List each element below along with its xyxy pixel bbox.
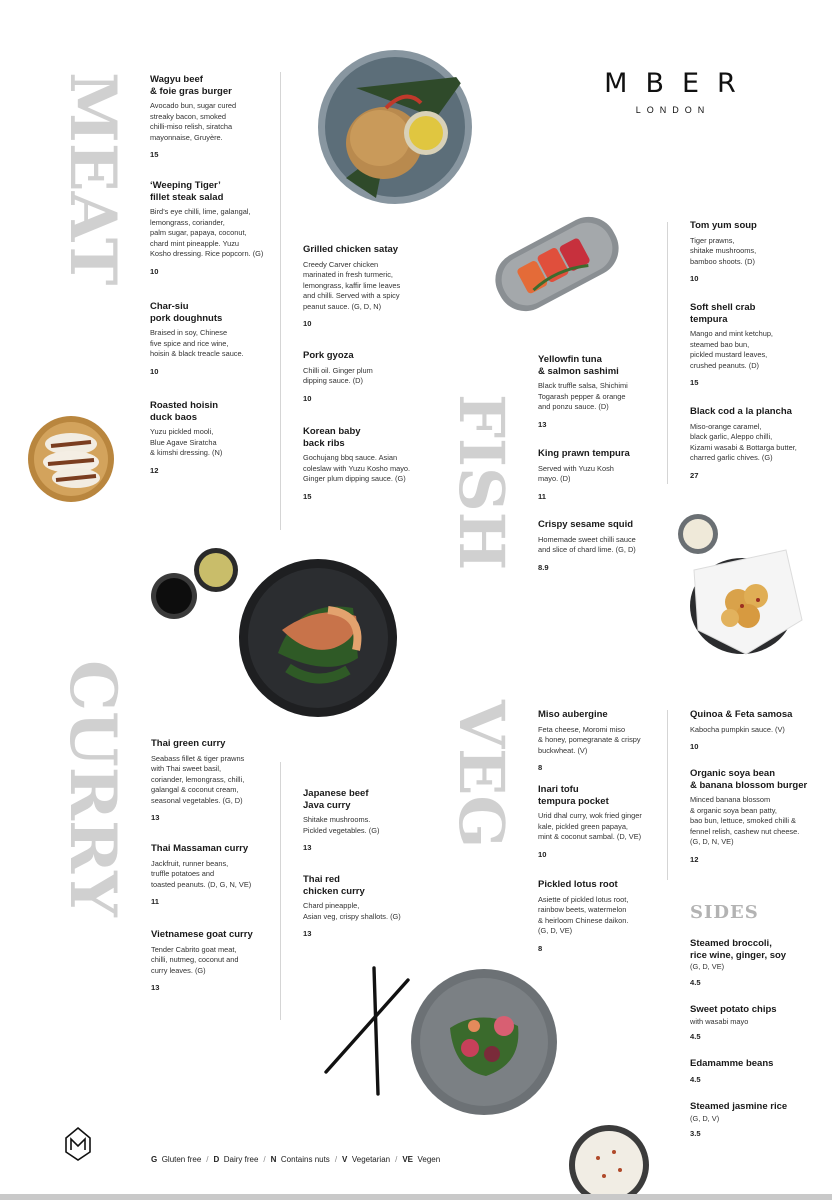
menu-item-description (690, 329, 826, 371)
menu-item-description-line: with Thai sweet basil, (151, 764, 222, 774)
menu-item-description-line: Kabocha pumpkin sauce. (V) (690, 724, 785, 734)
menu-item-name-line: & foie gras burger (150, 85, 232, 97)
menu-item-name-line: Korean baby (303, 426, 361, 437)
menu-item-description (303, 453, 433, 485)
menu-item-name-line: Java curry (303, 799, 351, 811)
menu-item-price: 15 (303, 491, 312, 501)
menu-item-description-line: marinated in fresh turmeric, (303, 270, 393, 280)
menu-item-name (151, 843, 281, 855)
menu-item-description-line: Miso-orange caramel, (690, 421, 762, 431)
menu-item (690, 768, 826, 864)
prawn-plate-photo (238, 558, 398, 718)
menu-item-name-line: ‘Weeping Tiger’ (150, 180, 221, 191)
menu-item-name (150, 74, 280, 97)
menu-item-description-line: & honey, pomegranate & crispy (538, 735, 641, 745)
menu-item-description-line: chilli-miso relish, siratcha (150, 122, 233, 132)
menu-item-name-line: Miso aubergine (538, 709, 608, 720)
lotus-salad-photo (410, 968, 558, 1116)
menu-item-description-line: (G, D, VE) (690, 962, 725, 971)
menu-item-description (690, 795, 826, 848)
brand-city: LONDON (635, 105, 711, 115)
menu-item-price: 4.5 (690, 1032, 701, 1042)
menu-item (150, 301, 280, 376)
menu-item-description (303, 260, 433, 313)
menu-item-name-line: Wagyu beef (150, 74, 203, 85)
menu-item-description (690, 422, 826, 464)
menu-item-name-line: tempura pocket (538, 795, 609, 807)
menu-item-description-line: Minced banana blossom (690, 795, 771, 804)
brand-name: MBER (604, 68, 754, 99)
menu-item-price: 10 (538, 849, 547, 859)
menu-item-description-line: Avocado bun, sugar cured (150, 101, 237, 110)
menu-item-price: 12 (690, 854, 699, 864)
menu-item-description-line: Chard pineapple, (303, 901, 360, 910)
menu-item-price: 11 (538, 491, 547, 501)
menu-item-description-line: Kizami wasabi & Bottarga butter, (690, 442, 797, 452)
legend-separator: / (263, 1155, 266, 1164)
menu-item-name-line: Steamed broccoli, (690, 938, 772, 949)
menu-item-name-line: Tom yum soup (690, 220, 757, 231)
menu-item-name (538, 879, 668, 891)
menu-item-name-line: Black cod a la plancha (690, 406, 792, 417)
menu-item-description (538, 464, 668, 485)
menu-item-description-line: streaky bacon, smoked (150, 111, 226, 121)
menu-item-description-line: Kosho dressing. Rice popcorn. (G) (150, 249, 264, 259)
menu-item-price: 10 (303, 393, 312, 403)
menu-item-description-line: bamboo shoots. (D) (690, 256, 755, 266)
menu-item-price: 4.5 (690, 1074, 701, 1084)
menu-item-description (303, 366, 433, 387)
menu-item (151, 738, 281, 822)
menu-item-price: 8 (538, 943, 543, 953)
menu-item-name-line: Inari tofu (538, 784, 579, 795)
menu-item (690, 1058, 826, 1084)
menu-item-name-line: Sweet potato chips (690, 1004, 777, 1015)
menu-item-name-line: & banana blossom burger (690, 779, 808, 791)
menu-item-name-line: tempura (690, 313, 728, 325)
menu-item-name-line: rice wine, ginger, soy (690, 949, 787, 961)
page-bottom-edge (0, 1194, 832, 1200)
menu-item-price: 12 (150, 465, 159, 475)
menu-item-name-line: Organic soya bean (690, 768, 776, 779)
menu-item (150, 180, 280, 276)
menu-item-description-line: Bird’s eye chilli, lime, galangal, (150, 207, 251, 216)
menu-item-name-line: fillet steak salad (150, 191, 224, 203)
menu-item (538, 519, 668, 572)
menu-item-description-line: fennel relish, cashew nut cheese. (690, 826, 800, 836)
menu-item-description-line: Homemade sweet chilli sauce (538, 534, 636, 544)
menu-item (690, 1101, 826, 1138)
menu-item-name (538, 354, 668, 377)
menu-item-name (538, 448, 668, 460)
menu-item-description (303, 815, 433, 836)
menu-item-name-line: Steamed jasmine rice (690, 1101, 788, 1112)
menu-item-description-line: Braised in soy, Chinese (150, 328, 228, 337)
legend-key: N (270, 1155, 277, 1164)
legend-label: Contains nuts (280, 1155, 330, 1164)
menu-item-description-line: Asian veg, crispy shallots. (G) (303, 911, 401, 921)
jasmine-rice-photo (568, 1124, 650, 1200)
menu-item-name-line: Soft shell crab (690, 302, 756, 313)
menu-item-description-line: Gochujang bbq sauce. Asian (303, 453, 398, 462)
menu-item-name (690, 1101, 826, 1113)
menu-item-description (151, 859, 281, 891)
menu-item-name (303, 350, 433, 362)
menu-item-description-line: and slice of chard lime. (G, D) (538, 545, 636, 555)
menu-item-price: 13 (538, 419, 547, 429)
menu-item-description-line: (G, D, N, VE) (690, 837, 734, 847)
menu-item-description-line: Feta cheese, Moromi miso (538, 724, 626, 734)
menu-item-name-line: chicken curry (303, 885, 365, 897)
menu-item-name (150, 400, 280, 423)
menu-item-description-line: Pickled vegetables. (G) (303, 825, 380, 835)
menu-item (150, 74, 280, 159)
menu-item-description (151, 945, 281, 977)
menu-item-price: 13 (151, 983, 160, 993)
menu-item-description (538, 725, 668, 757)
menu-item (690, 302, 826, 387)
menu-item-description-line: mayo. (D) (538, 474, 571, 484)
menu-item-name (150, 301, 280, 324)
menu-item-name (690, 1004, 826, 1016)
menu-item-description (690, 725, 826, 736)
menu-item-name-line: Japanese beef (303, 788, 369, 799)
legend-label: Vegen (417, 1155, 441, 1164)
dipping-sauces-photo (150, 546, 242, 622)
menu-item-name-line: Pickled lotus root (538, 879, 618, 890)
menu-item-description-line: buckwheat. (V) (538, 745, 588, 755)
menu-item-price: 10 (150, 366, 159, 376)
brand-monogram-icon (64, 1126, 92, 1162)
menu-item-description-line: rainbow beets, watermelon (538, 905, 627, 915)
brand-logo (560, 68, 780, 115)
menu-item-description (538, 535, 668, 556)
menu-item-description-line: with wasabi mayo (690, 1016, 749, 1026)
menu-item-description (690, 962, 826, 973)
menu-item-description-line: Served with Yuzu Kosh (538, 463, 614, 473)
menu-item-name (690, 220, 826, 232)
menu-item-description-line: palm sugar, papaya, coconut, (150, 228, 247, 238)
legend-key: G (151, 1155, 158, 1164)
legend-separator: / (395, 1155, 398, 1164)
menu-item-description (303, 901, 433, 922)
menu-item-price: 3.5 (690, 1129, 701, 1139)
menu-item-description-line: toasted peanuts. (D, G, N, VE) (151, 879, 252, 889)
menu-item-description-line: Tender Cabrito goat meat, (151, 944, 237, 954)
menu-item-name (538, 784, 668, 807)
menu-item-description-line: curry leaves. (G) (151, 965, 206, 975)
section-title-fish: FISH (445, 394, 518, 571)
dietary-legend (151, 1155, 440, 1164)
menu-item (303, 426, 433, 501)
menu-item-price: 15 (150, 150, 159, 160)
menu-item (690, 938, 826, 987)
menu-item-name (690, 406, 826, 418)
menu-item-description-line: truffle potatoes and (151, 869, 215, 879)
menu-item-description (150, 101, 280, 143)
crispy-squid-photo (676, 510, 808, 660)
section-title-veg: VEG (445, 700, 518, 849)
legend-key: V (342, 1155, 348, 1164)
menu-item (690, 709, 826, 751)
legend-label: Gluten free (161, 1155, 202, 1164)
menu-item (690, 1004, 826, 1041)
legend-separator: / (334, 1155, 338, 1164)
menu-item-description-line: hoisin & black treacle sauce. (150, 349, 244, 359)
menu-item-price: 8.9 (538, 562, 549, 572)
menu-item-price: 8 (538, 763, 543, 773)
menu-item-name (690, 938, 826, 961)
menu-item (303, 350, 433, 403)
menu-item (538, 709, 668, 772)
menu-item-description-line: & kimshi dressing. (N) (150, 448, 223, 458)
menu-item-description-line: charred garlic chives. (G) (690, 453, 773, 463)
menu-item-name (690, 768, 826, 791)
menu-item-description-line: mayonnaise, Gruyère. (150, 132, 223, 142)
menu-item-name-line: Thai Massaman curry (151, 843, 249, 854)
menu-item-name (150, 180, 280, 203)
menu-item-price: 10 (150, 266, 159, 276)
menu-item-name (303, 426, 433, 449)
menu-item-description (151, 754, 281, 807)
menu-item-description (690, 1017, 826, 1028)
menu-item-description-line: Togarash pepper & orange (538, 391, 626, 401)
menu-item (538, 354, 668, 429)
menu-item-description-line: mint & coconut sambal. (D, VE) (538, 832, 642, 842)
menu-item-description-line: Urid dhal curry, wok fried ginger (538, 811, 642, 820)
menu-item-description-line: lemongrass, coriander, (150, 217, 225, 227)
menu-item (150, 400, 280, 475)
menu-item-description-line: coleslaw with Yuzu Kosho mayo. (303, 463, 411, 473)
menu-item-price: 4.5 (690, 977, 701, 987)
menu-item-description-line: chilli, nutmeg, coconut and (151, 955, 239, 965)
menu-item-name (151, 929, 281, 941)
menu-item (303, 788, 433, 852)
menu-item-description-line: steamed bao bun, (690, 339, 750, 349)
menu-item-description-line: (G, D, V) (690, 1113, 720, 1123)
menu-item-description (538, 811, 668, 843)
menu-item-name-line: Grilled chicken satay (303, 244, 399, 255)
menu-item-price: 13 (303, 843, 312, 853)
menu-item-description (690, 1114, 826, 1125)
menu-item-name-line: Thai green curry (151, 738, 226, 749)
menu-item-description-line: Tiger prawns, (690, 235, 735, 245)
menu-item-name-line: Thai red (303, 874, 340, 885)
menu-item-description-line: kale, pickled green papaya, (538, 821, 628, 831)
menu-item-price: 10 (690, 742, 699, 752)
menu-item-description-line: lemongrass, kaffir lime leaves (303, 280, 401, 290)
menu-item-description-line: & organic soya bean patty, (690, 805, 777, 815)
legend-separator: / (206, 1155, 209, 1164)
menu-item-name (303, 788, 433, 811)
menu-item-name-line: Edamamme beans (690, 1058, 774, 1069)
menu-item-description-line: coriander, lemongrass, chilli, (151, 774, 245, 784)
menu-item-price: 10 (690, 274, 699, 284)
section-title-sides: SIDES (690, 902, 759, 923)
menu-item-description (150, 328, 280, 360)
menu-item (303, 244, 433, 328)
menu-item-description-line: crushed peanuts. (D) (690, 360, 760, 370)
column-divider (667, 222, 668, 484)
menu-item (538, 879, 668, 953)
menu-item (151, 929, 281, 992)
menu-item-description-line: and ponzu sauce. (D) (538, 402, 609, 412)
menu-item-description (538, 895, 668, 937)
menu-item-name (690, 1058, 826, 1070)
menu-item (538, 448, 668, 501)
menu-item-name (151, 738, 281, 750)
chicken-satay-photo (316, 48, 474, 206)
menu-item-description-line: Asiette of pickled lotus root, (538, 894, 629, 904)
menu-item-description-line: Jackfruit, runner beans, (151, 858, 229, 868)
section-title-curry: CURRY (55, 660, 130, 917)
menu-item-name-line: Vietnamese goat curry (151, 929, 253, 940)
menu-item-description-line: five spice and rice wine, (150, 338, 229, 348)
menu-item-name-line: King prawn tempura (538, 448, 630, 459)
menu-item (151, 843, 281, 906)
menu-item-description (150, 207, 280, 260)
menu-item-description-line: bao bun, lettuce, smoked chilli & (690, 816, 796, 826)
menu-item-description-line: Yuzu pickled mooli, (150, 427, 214, 436)
menu-item-name (303, 874, 433, 897)
menu-item-price: 15 (690, 378, 699, 388)
menu-item-description-line: Chilli oil. Ginger plum (303, 365, 373, 375)
menu-item (303, 874, 433, 938)
menu-item-name-line: duck baos (150, 411, 197, 423)
menu-item-description-line: pickled mustard leaves, (690, 350, 768, 360)
column-divider (280, 72, 281, 530)
menu-item-name-line: & salmon sashimi (538, 365, 619, 377)
menu-item-description-line: seasonal vegetables. (G, D) (151, 795, 243, 805)
menu-item-description-line: shitake mushrooms, (690, 246, 757, 256)
menu-item-description-line: chard mint pineapple. Yuzu (150, 238, 240, 248)
menu-item-price: 13 (303, 929, 312, 939)
menu-item-name (538, 519, 668, 531)
menu-item-description-line: Shitake mushrooms. (303, 815, 371, 824)
menu-item-description-line: (G, D, VE) (538, 926, 573, 936)
menu-item-description-line: galangal & coconut cream, (151, 785, 239, 795)
menu-item-description-line: & heirloom Chinese daikon. (538, 915, 629, 925)
menu-item-description-line: Black truffle salsa, Shichimi (538, 381, 628, 390)
menu-item (690, 220, 826, 283)
menu-item-description-line: Blue Agave Siratcha (150, 437, 217, 447)
menu-item-description-line: Seabass fillet & tiger prawns (151, 753, 245, 763)
menu-item-name (303, 244, 433, 256)
menu-item-name (538, 709, 668, 721)
menu-item-description (538, 381, 668, 413)
menu-item-description-line: Creedy Carver chicken (303, 259, 379, 269)
menu-item-name-line: Roasted hoisin (150, 400, 219, 411)
menu-item-name (690, 302, 826, 325)
menu-item (690, 406, 826, 480)
menu-item-description (150, 427, 280, 459)
section-title-meat: MEAT (55, 72, 130, 286)
menu-item-price: 27 (690, 470, 699, 480)
legend-key: D (213, 1155, 220, 1164)
menu-item-price: 13 (151, 813, 160, 823)
menu-item-description-line: Mango and mint ketchup, (690, 329, 773, 338)
legend-label: Vegetarian (351, 1155, 391, 1164)
menu-item-name-line: Yellowfin tuna (538, 354, 602, 365)
sashimi-photo (484, 198, 630, 330)
menu-item (538, 784, 668, 859)
chopsticks-icon (316, 964, 416, 1098)
menu-item-price: 11 (151, 897, 160, 907)
legend-key: VE (402, 1155, 414, 1164)
menu-item-name-line: Quinoa & Feta samosa (690, 709, 793, 720)
menu-item-description-line: dipping sauce. (D) (303, 376, 363, 386)
menu-item-name-line: back ribs (303, 437, 345, 449)
menu-item-name-line: Crispy sesame squid (538, 519, 634, 530)
menu-item-name-line: Pork gyoza (303, 350, 354, 361)
menu-item-description-line: black garlic, Aleppo chilli, (690, 432, 773, 442)
menu-item-name (690, 709, 826, 721)
legend-label: Dairy free (223, 1155, 259, 1164)
menu-item-description-line: Ginger plum dipping sauce. (G) (303, 474, 406, 484)
menu-item-name-line: Char-siu (150, 301, 189, 312)
duck-bao-photo (26, 414, 116, 504)
menu-item-description (690, 236, 826, 268)
menu-item-description-line: and chilli. Served with a spicy (303, 291, 400, 301)
menu-item-description-line: peanut sauce. (G, D, N) (303, 301, 382, 311)
menu-item-price: 10 (303, 319, 312, 329)
menu-item-name-line: pork doughnuts (150, 312, 223, 324)
